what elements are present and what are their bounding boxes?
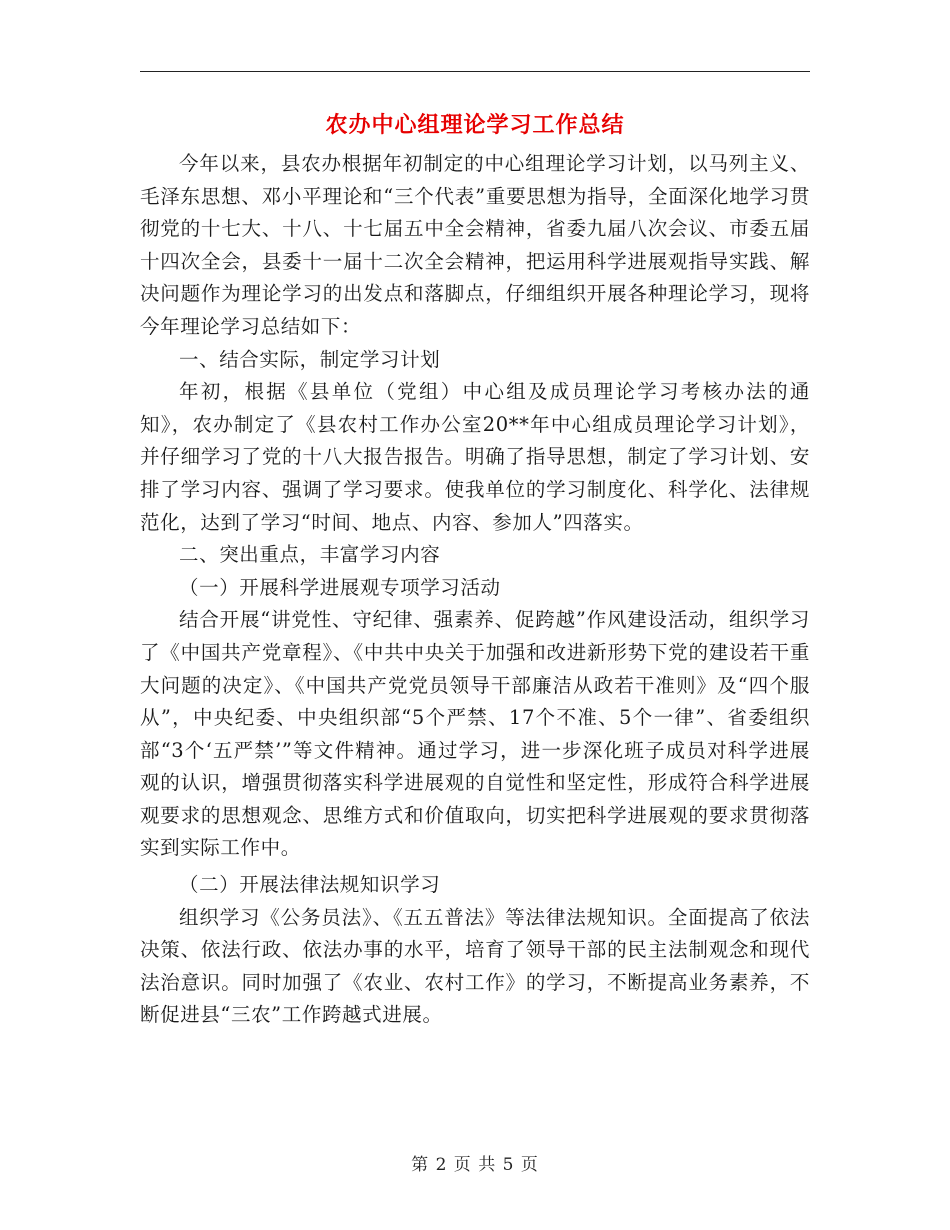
document-body xyxy=(140,148,810,1032)
intro-paragraph: 今年以来，县农办根据年初制定的中心组理论学习计划，以马列主义、毛泽东思想、邓小平理论和“三个代表”重要思想为指导，全面深化地学习贯彻党的十七大、十八、十七届五中全会精神，省委九届八次会议、市委五届十四次全会，县委十一届十二次全会精神，把运用科学进展观指导实践、解决问题作为理论学习的出发点和落脚点，仔细组织开展各种理论学习，现将今年理论学习总结如下： xyxy=(140,152,810,338)
subsection-1-paragraph: 结合开展“讲党性、守纪律、强素养、促跨越”作风建设活动，组织学习了《中国共产党章程》、《中共中央关于加强和改进新形势下党的建设若干重大问题的决定》、《中国共产党党员领导干部廉洁从政若干准则》及“四个服从”，中央纪委、中央组织部“5个严禁、17个不准、5个一律”、省委组织部“3个‘五严禁’”等文件精神。通过学习，进一步深化班子成员对科学进展观的认识，增强贯彻落实科学进展观的自觉性和坚定性，形成符合科学进展观要求的思想观念、思维方式和价值取向，切实把科学进展观的要求贯彻落实到实际工作中。 xyxy=(140,608,810,860)
document-title: 农办中心组理论学习工作总结 xyxy=(325,112,625,138)
page-number: 第 2 页 共 5 页 xyxy=(411,1155,539,1175)
section-heading-1: 一、结合实际，制定学习计划 xyxy=(179,347,441,371)
subsection-heading-1: （一）开展科学进展观专项学习活动 xyxy=(179,575,501,599)
subsection-heading-2: （二）开展法律法规知识学习 xyxy=(179,873,441,897)
section-heading-2: 二、突出重点，丰富学习内容 xyxy=(179,543,441,567)
header-rule xyxy=(140,71,810,72)
subsection-2-paragraph: 组织学习《公务员法》、《五五普法》等法律法规知识。全面提高了依法决策、依法行政、依法办事的水平，培育了领导干部的民主法制观念和现代法治意识。同时加强了《农业、农村工作》的学习，不断提高业务素养，不断促进县“三农”工作跨越式进展。 xyxy=(140,905,810,1027)
section-1-paragraph: 年初，根据《县单位（党组）中心组及成员理论学习考核办法的通知》，农办制定了《县农村工作办公室20**年中心组成员理论学习计划》，并仔细学习了党的十八大报告报告。明确了指导思想，制定了学习计划、安排了学习内容、强调了学习要求。使我单位的学习制度化、科学化、法律规范化，达到了学习“时间、地点、内容、参加人”四落实。 xyxy=(140,380,810,534)
